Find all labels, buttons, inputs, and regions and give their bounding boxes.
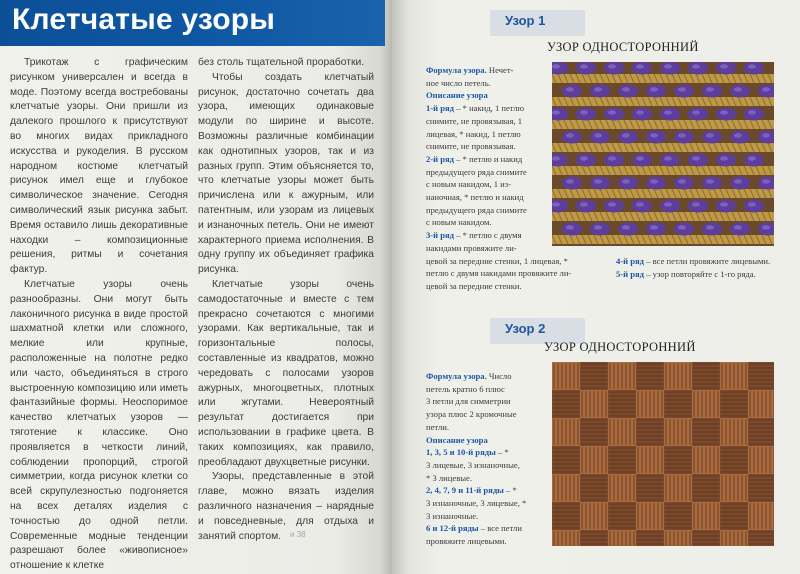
chapter-header-bar: [0, 0, 385, 46]
description-line: [426, 459, 526, 472]
text-column-2: [198, 56, 374, 544]
description-line: [426, 242, 571, 255]
description-heading: Формула узора.: [426, 65, 487, 75]
description-text: * 3 лицевые.: [426, 472, 472, 483]
description-line: [426, 128, 571, 141]
description-line: [426, 178, 571, 191]
paragraph: Чтобы создать клетчатый рисунок, достаточно сочетать два узора, имеющих одинаковые модули по ширине и высоте. Возможны различные комбинации как однотипных узоров, так и из разных групп. Этим объясняется то, что клетчатые узоры может быть причислена или к ажурным, или патентным, или узорам из лицевых и изнаночных петель. Они не имеют характерного приема исполнения. В одну группу их объединяет графика рисунка.: [198, 71, 374, 276]
description-text: наночная, * петлю и накид: [426, 192, 524, 203]
description-text: – *: [495, 447, 509, 458]
description-line: [426, 166, 571, 179]
pattern-1-swatch-svg: [552, 62, 774, 246]
description-line: [426, 370, 526, 383]
description-text: с новым накидом.: [426, 217, 492, 228]
description-heading: Формула узора.: [426, 371, 487, 381]
pattern-1-label: Узор 1: [505, 13, 546, 28]
description-text: петель кратно 6 плюс: [426, 383, 505, 394]
description-text: ное число петель.: [426, 77, 491, 88]
description-line: [426, 497, 526, 510]
description-line: [426, 510, 526, 523]
description-line: [426, 434, 526, 447]
description-text: 3 лицевые, 3 изнаночные,: [426, 459, 520, 470]
description-text: петлю с двумя накидами провяжите ли-: [426, 268, 572, 279]
description-text: – * петлю и накид: [454, 153, 523, 164]
description-text: – узор повторяйте с 1-го ряда.: [644, 268, 756, 279]
description-text: предыдущего ряда снимите: [426, 204, 527, 215]
pattern-1-swatch-image: [552, 62, 774, 246]
description-line: [616, 255, 770, 268]
description-line: [426, 522, 526, 535]
description-text: 3 изнаночные.: [426, 510, 479, 521]
pattern-1-description: [426, 64, 571, 293]
left-page: [0, 0, 392, 574]
description-text: лицевая, * накид, 1 петлю: [426, 128, 521, 139]
paragraph: Трикотаж с графическим рисунком универсален и всегда в моде. Поэтому всегда востребованы клетчатые узоры. Они пришли из далекого прошлого к присутствуют во многих видах прикладного искусства и рукоделия. В русском народном костюме клетчатый рисунок имел еще и глубокое символическое значение. Сегодня символический язык рисунка забыт. Время оставило лишь декоративные находки – композиционные решения, ритмы и сочетания фактур.: [10, 57, 188, 276]
description-line: [426, 446, 526, 459]
description-text: с новым накидом, 1 из-: [426, 179, 512, 190]
description-line: [616, 268, 770, 281]
description-text: узора плюс 2 кромочные: [426, 409, 517, 420]
description-text: снимите, не провязывая, 1: [426, 115, 523, 126]
description-text: – все петли: [478, 523, 522, 534]
description-line: [426, 140, 571, 153]
description-heading: 5-й ряд: [616, 268, 645, 279]
description-line: [426, 216, 571, 229]
description-line: [426, 115, 571, 128]
description-line: [426, 395, 526, 408]
paragraph: Узоры, представленные в этой главе, можно вязать изделия различного назначения – нарядные и повседневные, для отдыха и занятий спортом.: [198, 471, 374, 542]
description-line: [426, 535, 526, 548]
description-text: 3 петли для симметрии: [426, 396, 511, 407]
description-text: петли.: [426, 421, 449, 432]
description-heading: 4-й ряд: [616, 256, 645, 266]
description-line: [426, 64, 571, 77]
pattern-1-title: УЗОР ОДНОСТОРОННИЙ: [547, 40, 699, 54]
description-line: [426, 280, 571, 293]
description-text: – все петли провяжите лицевыми.: [644, 256, 771, 266]
paragraph: без столь тщательной проработки.: [198, 57, 365, 68]
chapter-title: Клетчатые узоры: [12, 3, 276, 36]
description-text: накидами провяжите ли-: [426, 242, 517, 253]
paragraph: Клетчатые узоры очень самодостаточные и вместе с тем прекрасно сочетаются с многими узорами. Как вертикальные, так и горизонтальные полосы, составленные из квадратов, можно чередовать с полосами узоров ажурных, многоцветных, плотных или жгутами. Невероятный результат достигается при использовании в графике цвета. В таких композициях, как правило, преобладают двухцветные рисунки.: [198, 278, 374, 468]
page-mark: и 38: [290, 530, 306, 539]
description-heading: Описание узора: [426, 434, 488, 445]
description-text: – * накид, 1 петлю: [454, 103, 525, 114]
description-line: [426, 484, 526, 497]
pattern-2-label: Узор 2: [505, 321, 546, 336]
pattern-2-description: [426, 370, 526, 548]
description-line: [426, 421, 526, 434]
description-line: [426, 204, 571, 217]
description-text: цевой за передние стенки.: [426, 280, 522, 291]
description-heading: 1-й ряд: [426, 103, 455, 114]
description-text: цевой за передние стенки, 1 лицевая, *: [426, 255, 568, 266]
pattern-1-description-end: [616, 255, 770, 280]
description-line: [426, 191, 571, 204]
pattern-2-title: УЗОР ОДНОСТОРОННИЙ: [544, 340, 696, 354]
description-text: провяжите лицевыми.: [426, 536, 507, 547]
description-text: Число: [486, 371, 512, 381]
pattern-2-swatch-svg: [552, 362, 774, 546]
description-text: Нечет-: [486, 65, 514, 75]
description-line: [426, 408, 526, 421]
description-line: [426, 77, 571, 90]
description-heading: Описание узора: [426, 90, 488, 101]
description-text: 3 изнаночные, 3 лицевые, *: [426, 498, 527, 509]
description-line: [426, 102, 571, 115]
description-heading: 1, 3, 5 и 10-й ряды: [426, 447, 496, 458]
right-page: [392, 0, 800, 574]
description-heading: 2-й ряд: [426, 153, 455, 164]
description-line: [426, 255, 571, 268]
description-line: [426, 267, 571, 280]
paragraph: Клетчатые узоры очень разнообразны. Они могут быть лаконичного рисунка в виде простой шахматной клетки или сложного, мелкие или крупные, расположенные на полотне редко или часто, объединяться в строго выстроенную композицию или иметь фантазийные формы. Неоспоримое качество клетчатых узоров — тяготение к классике. Оно проявляется в четкости линий, соблюдении пропорций, строгой симметрии, когда рисунок клетки со всей скрупулезностью подгоняется на всех деталях изделия с точностью до одной петли. Современные модные тенденции разрешают более «живописное» отношение к клетке: [10, 278, 188, 572]
description-heading: 6 и 12-й ряды: [426, 523, 479, 534]
description-line: [426, 89, 571, 102]
description-heading: 3-й ряд: [426, 230, 455, 241]
text-column-1: [10, 56, 188, 574]
description-text: – * петлю с двумя: [454, 230, 522, 241]
description-text: – *: [503, 485, 517, 496]
description-heading: 2, 4, 7, 9 и 11-й ряды: [426, 485, 504, 496]
pattern-2-swatch-image: [552, 362, 774, 546]
description-text: предыдущего ряда снимите: [426, 166, 527, 177]
description-line: [426, 153, 571, 166]
description-line: [426, 472, 526, 485]
description-line: [426, 383, 526, 396]
description-line: [426, 229, 571, 242]
description-text: снимите, не провязывая.: [426, 141, 516, 152]
